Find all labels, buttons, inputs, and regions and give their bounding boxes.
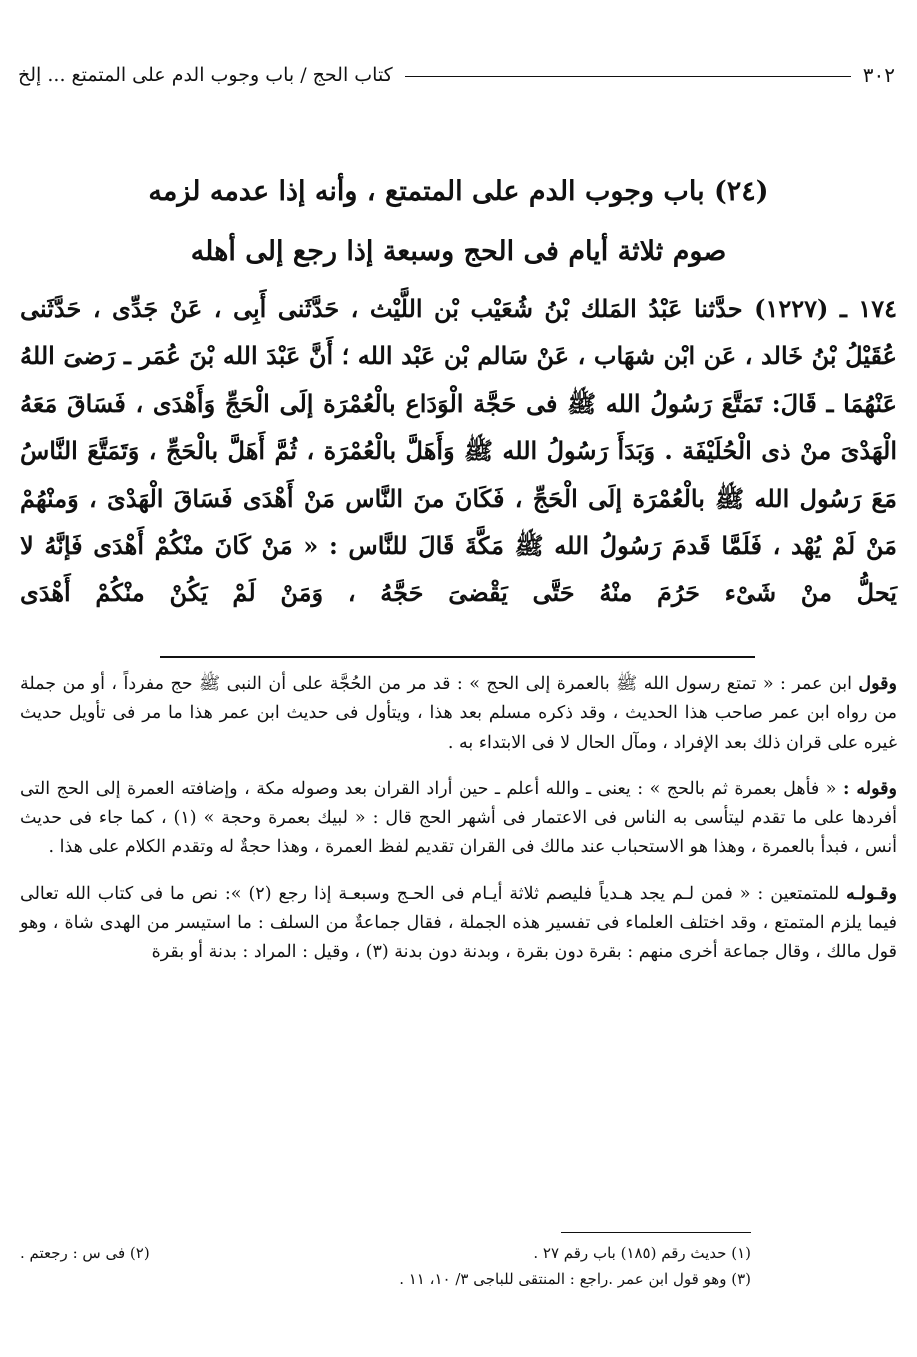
commentary-text: ابن عمر : « تمتع رسول الله ﷺ بالعمرة إلى الحج » : قد مر من الحُجَّة على أن النبى ﷺ حج مفرداً ، أو من جملة من رواه ابن عمر صاحب هذا الحديث ، وقد ذكره مسلم بعد هذا ، ويتأول فى حديث ابن عمر هذا ما مر فى تأويل حديث غيره على قران ذلك بعد الإفراد ، ومآل الحال لا فى الابتداء به . — [20, 674, 897, 753]
main-separator-rule — [160, 656, 755, 658]
commentary-paragraph — [20, 880, 897, 968]
running-title: كتاب الحج / باب وجوب الدم على المتمتع ... إلخ — [18, 64, 393, 86]
chapter-title — [40, 162, 877, 282]
footnotes — [20, 1240, 751, 1292]
hadith-text: ١٧٤ ـ (١٢٢٧) حدَّثنا عَبْدُ المَلك بْنُ شُعَيْب بْن اللَّيْث ، حَدَّثَنى أَبِى ، عَنْ جَدِّى ، حَدَّثَنى عُقَيْلُ بْنُ خَالد ، عَن ابْن شهَاب ، عَنْ سَالم بْن عَبْد الله ؛ أَنَّ عَبْدَ الله بْنَ عُمَر ـ رَضىَ اللهُ عَنْهُمَا ـ قَالَ: تَمَتَّعَ رَسُولُ الله ﷺ فى حَجَّة الْوَدَاع بالْعُمْرَة إلَى الْحَجِّ وَأَهْدَى ، فَسَاقَ مَعَهُ الْهَدْىَ منْ ذى الْحُلَيْفَة . وَبَدَأَ رَسُولُ الله ﷺ وَأَهَلَّ بالْعُمْرَة ، ثُمَّ أَهَلَّ بالْحَجِّ ، وَتَمَتَّعَ النَّاسُ مَعَ رَسُول الله ﷺ بالْعُمْرَة إلَى الْحَجِّ ، فَكَانَ منَ النَّاس مَنْ أَهْدَى فَسَاقَ الْهَدْىَ ، وَمنْهُمْ مَنْ لَمْ يُهْد ، فَلَمَّا قَدمَ رَسُولُ الله ﷺ مَكَّةَ قَالَ للنَّاس : « مَنْ كَانَ منْكُمْ أَهْدَى فَإنَّهُ لا يَحلُّ منْ شَىْء حَرُمَ منْهُ حَتَّى يَقْضىَ حَجَّهُ ، وَمَنْ لَمْ يَكُنْ منْكُمْ أَهْدَى — [20, 294, 897, 608]
commentary-lead: وقـولـه — [846, 883, 897, 904]
commentary-text: « فأهل بعمرة ثم بالحج » : يعنى ـ والله أعلم ـ حين أراد القران بعد وصوله مكة ، وإضافته العمرة إلى الحج التى أفردها على ما تقدم ليتأسى به الناس فى الاعتمار فى أشهر الحج قال : « لبيك بعمرة وحجة » (١) ، كما جاء فى حديث أنس ، فبدأ بالعمرة ، وهذا هو الاستحباب عند مالك فى القران تقديم لفظ العمرة ، وهذا حجةٌ له وتقدم الكلام على هذا . — [20, 778, 897, 858]
footnote-row — [20, 1266, 751, 1292]
footnote-1: (١) حديث رقم (١٨٥) باب رقم ٢٧ . — [533, 1244, 751, 1262]
commentary-paragraph — [20, 670, 897, 758]
chapter-title-line-2: صوم ثلاثة أيام فى الحج وسبعة إذا رجع إلى أهله — [190, 236, 727, 267]
chapter-title-line-1: (٢٤) باب وجوب الدم على المتمتع ، وأنه إذا عدمه لزمه — [148, 176, 769, 207]
commentary-block — [20, 670, 897, 985]
footnote-3: (٣) وهو قول ابن عمر .راجع : المنتقى للباجى ٣/ ١٠، ١١ . — [399, 1270, 751, 1288]
page-header — [18, 58, 895, 92]
commentary-paragraph — [20, 775, 897, 863]
commentary-lead: وقول — [858, 674, 897, 694]
commentary-text: للمتمتعين : « فمن لـم يجد هـدياً فليصم ثلاثة أيـام فى الحـج وسبعـة إذا رجع (٢) »: نص ما فى كتاب الله تعالى فيما يلزم المتمتع ، وقد اختلف العلماء فى تفسير هذه الجملة ، فقال جماعةٌ من السلف : ما استيسر من الهدى شاة ، وهو قول مالك ، وقال جماعة أخرى منهم : بقرة دون بقرة ، وبدنة دون بدنة (٣) ، وقيل : المراد : بدنة أو بقرة — [20, 883, 897, 963]
header-rule — [405, 76, 851, 77]
page-number: ٣٠٢ — [862, 63, 895, 87]
hadith-text-block — [20, 285, 897, 617]
commentary-lead: وقوله : — [842, 778, 897, 799]
footnote-row — [20, 1240, 751, 1266]
footnote-2: (٢) فى س : رجعتم . — [20, 1244, 150, 1262]
footnote-separator-rule — [561, 1232, 751, 1233]
